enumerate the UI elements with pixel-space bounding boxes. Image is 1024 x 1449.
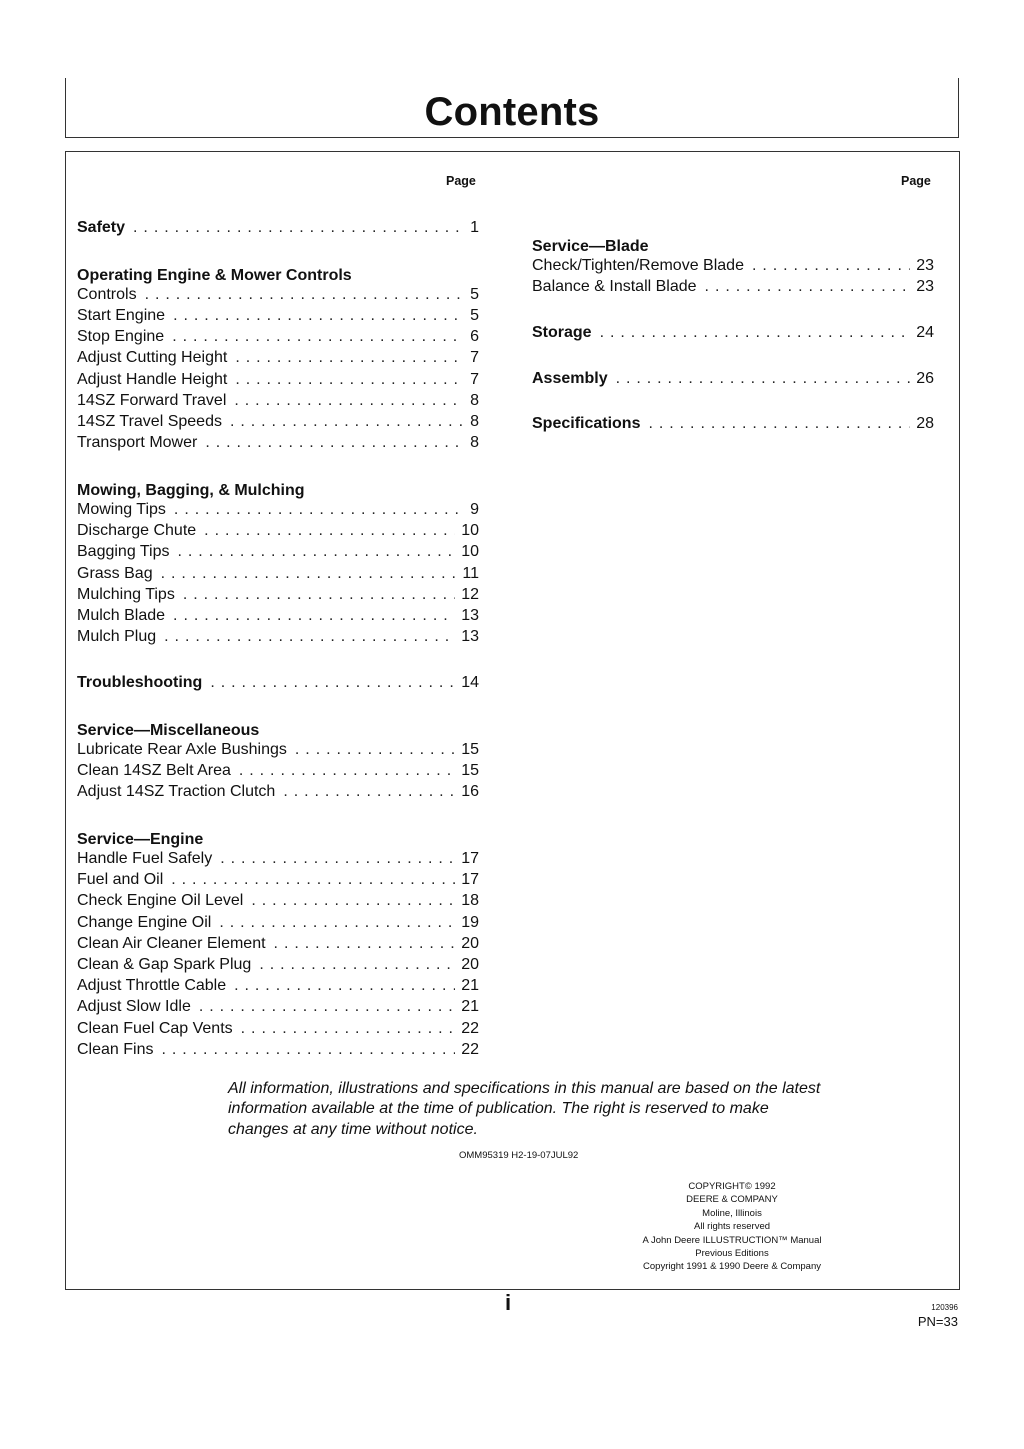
- entry-page: 8: [470, 391, 479, 409]
- dot-leader: [171, 871, 455, 889]
- entry-page: 15: [461, 740, 479, 758]
- entry-page: 15: [461, 761, 479, 779]
- entry-label: Clean Air Cleaner Element: [77, 934, 266, 952]
- entry-label: Mulching Tips: [77, 585, 175, 603]
- entry-label: Check Engine Oil Level: [77, 892, 244, 910]
- toc-section-entry[interactable]: [532, 370, 934, 391]
- entry-label: Check/Tighten/Remove Blade: [532, 257, 744, 275]
- toc-entry[interactable]: [77, 307, 479, 328]
- page-title: Contents: [424, 90, 600, 134]
- entry-page: 19: [461, 913, 479, 931]
- dot-leader: [204, 522, 455, 540]
- toc-entry[interactable]: [77, 871, 479, 892]
- toc-entry[interactable]: [77, 783, 479, 804]
- left-page-header: Page: [446, 174, 476, 188]
- dot-leader: [600, 324, 911, 342]
- toc-entry[interactable]: [77, 371, 479, 392]
- toc-entry[interactable]: [77, 501, 479, 522]
- entry-page: 12: [461, 585, 479, 603]
- entry-label: Clean Fins: [77, 1040, 154, 1058]
- entry-page: 22: [461, 1040, 479, 1058]
- entry-page: 10: [461, 543, 479, 561]
- entry-page: 7: [470, 370, 479, 388]
- dot-leader: [174, 501, 463, 519]
- entry-page: 13: [461, 607, 479, 624]
- entry-page: 16: [461, 783, 479, 801]
- copyright-line: Previous Editions: [695, 1248, 769, 1260]
- page-number: i: [505, 1290, 512, 1315]
- dot-leader: [283, 783, 455, 801]
- dot-leader: [752, 257, 910, 275]
- toc-entry[interactable]: [77, 607, 479, 628]
- entry-page: 10: [461, 522, 479, 540]
- toc-entry[interactable]: [77, 1020, 479, 1041]
- toc-entry[interactable]: [77, 328, 479, 349]
- dot-leader: [161, 1041, 455, 1059]
- entry-label: Grass Bag: [77, 564, 153, 582]
- entry-page: 5: [470, 285, 479, 303]
- copyright-line: Moline, Illinois: [702, 1207, 762, 1219]
- copyright-line: A John Deere ILLUSTRUCTION™ Manual: [642, 1234, 822, 1246]
- toc-section-heading: Service—Miscellaneous: [77, 721, 260, 739]
- entry-label: Mulch Blade: [77, 607, 166, 624]
- entry-label: Bagging Tips: [77, 543, 170, 561]
- toc-entry[interactable]: [77, 543, 479, 564]
- dot-leader: [219, 914, 455, 932]
- entry-label: Assembly: [532, 369, 608, 387]
- toc-section-entry[interactable]: [77, 219, 479, 240]
- entry-label: 14SZ Travel Speeds: [77, 413, 222, 430]
- disclaimer-notice: All information, illustrations and specifications in this manual are based on the latest information available at the time of publication. The right is reserved to make changes at any time without notice.: [228, 1080, 821, 1138]
- entry-page: 22: [461, 1019, 479, 1037]
- copyright-block: [612, 1180, 852, 1274]
- copyright-line: COPYRIGHT© 1992: [688, 1181, 776, 1192]
- toc-entry[interactable]: [77, 892, 479, 913]
- dot-leader: [259, 956, 455, 974]
- dot-leader: [173, 307, 463, 325]
- entry-page: 20: [461, 934, 479, 952]
- entry-label: Storage: [532, 324, 592, 342]
- entry-page: 18: [461, 892, 479, 910]
- entry-page: 20: [461, 955, 479, 973]
- entry-label: 14SZ Forward Travel: [77, 391, 227, 409]
- entry-page: 14: [461, 673, 479, 691]
- part-number: PN=33: [917, 1314, 958, 1329]
- entry-label: Mulch Plug: [77, 628, 157, 646]
- entry-label: Clean & Gap Spark Plug: [77, 955, 252, 973]
- dot-leader: [295, 741, 455, 759]
- dot-leader: [173, 607, 455, 625]
- entry-label: Discharge Chute: [77, 522, 197, 540]
- toc-section-entry[interactable]: [77, 674, 479, 695]
- toc-entry[interactable]: [77, 628, 479, 649]
- entry-label: Controls: [77, 285, 137, 303]
- entry-page: 23: [916, 257, 934, 275]
- toc-entry[interactable]: [77, 392, 479, 413]
- entry-page: 21: [461, 998, 479, 1016]
- dot-leader: [235, 349, 463, 367]
- entry-label: Clean Fuel Cap Vents: [77, 1019, 233, 1037]
- entry-label: Safety: [77, 219, 126, 236]
- entry-page: 6: [470, 328, 479, 346]
- entry-page: 13: [461, 628, 479, 646]
- entry-page: 11: [462, 564, 479, 582]
- dot-leader: [183, 586, 455, 604]
- entry-label: Start Engine: [77, 307, 166, 325]
- entry-label: Clean 14SZ Belt Area: [77, 761, 231, 779]
- toc-entry[interactable]: [77, 741, 479, 762]
- copyright-line: Copyright 1991 & 1990 Deere & Company: [643, 1261, 821, 1273]
- dot-leader: [234, 392, 463, 410]
- entry-label: Stop Engine: [77, 328, 165, 346]
- entry-label: Transport Mower: [77, 434, 198, 452]
- entry-label: Handle Fuel Safely: [77, 850, 213, 867]
- toc-section-entry[interactable]: [532, 324, 934, 345]
- entry-label: Mowing Tips: [77, 501, 166, 519]
- entry-label: Adjust Slow Idle: [77, 998, 191, 1016]
- dot-leader: [133, 219, 463, 237]
- entry-page: 1: [470, 219, 479, 236]
- toc-entry[interactable]: [77, 586, 479, 607]
- toc-entry[interactable]: [77, 1041, 479, 1062]
- entry-page: 7: [470, 349, 479, 367]
- toc-entry[interactable]: [77, 413, 479, 434]
- toc-entry[interactable]: [77, 956, 479, 977]
- toc-section-heading: Service—Engine: [77, 830, 204, 848]
- entry-page: 23: [916, 278, 934, 296]
- dot-leader: [199, 998, 455, 1016]
- entry-label: Specifications: [532, 415, 641, 433]
- entry-label: Change Engine Oil: [77, 913, 212, 931]
- entry-label: Adjust Cutting Height: [77, 349, 228, 367]
- toc-entry[interactable]: [532, 257, 934, 278]
- entry-page: 17: [461, 871, 479, 889]
- copyright-line: DEERE & COMPANY: [686, 1194, 778, 1206]
- entry-label: Fuel and Oil: [77, 871, 164, 889]
- toc-section-heading: Mowing, Bagging, & Mulching: [77, 481, 305, 499]
- notice-code: OMM95319 H2-19-07JUL92: [459, 1150, 579, 1161]
- entry-page: 26: [916, 369, 934, 387]
- copyright-line: All rights reserved: [693, 1221, 771, 1233]
- dot-leader: [274, 935, 456, 953]
- toc-entry[interactable]: [77, 977, 479, 998]
- dot-leader: [230, 413, 463, 431]
- toc-entry[interactable]: [77, 565, 479, 586]
- toc-entry[interactable]: [77, 434, 479, 455]
- dot-leader: [239, 762, 455, 780]
- entry-label: Troubleshooting: [77, 673, 203, 691]
- entry-label: Lubricate Rear Axle Bushings: [77, 740, 287, 758]
- toc-entry[interactable]: [77, 935, 479, 956]
- dot-leader: [220, 850, 455, 868]
- dot-leader: [241, 1020, 456, 1038]
- toc-section-heading: Operating Engine & Mower Controls: [77, 266, 352, 284]
- dot-leader: [251, 892, 455, 910]
- dot-leader: [205, 434, 463, 452]
- toc-section-entry[interactable]: [532, 415, 934, 436]
- entry-page: 5: [470, 307, 479, 325]
- toc-entry[interactable]: [77, 349, 479, 370]
- right-page-header: Page: [901, 174, 931, 188]
- dot-leader: [234, 977, 455, 995]
- toc-entry[interactable]: [77, 286, 479, 307]
- toc-entry[interactable]: [77, 762, 479, 783]
- dot-leader: [616, 370, 911, 388]
- toc-entry[interactable]: [77, 998, 479, 1019]
- toc-entry[interactable]: [532, 278, 934, 299]
- entry-page: 24: [916, 324, 934, 342]
- entry-page: 9: [470, 501, 479, 519]
- entry-label: Adjust Handle Height: [77, 370, 228, 388]
- dot-leader: [145, 286, 463, 304]
- toc-left-column: [77, 219, 479, 1062]
- entry-page: 17: [461, 850, 479, 867]
- dot-leader: [164, 628, 455, 646]
- dot-leader: [178, 543, 456, 561]
- entry-page: 8: [470, 434, 479, 452]
- entry-page: 8: [470, 413, 479, 430]
- toc-entry[interactable]: [77, 850, 479, 871]
- doc-code: 120396: [931, 1303, 958, 1312]
- toc-section-heading: Service—Blade: [532, 238, 649, 255]
- entry-page: 28: [916, 415, 934, 433]
- toc-entry[interactable]: [77, 914, 479, 935]
- entry-label: Adjust 14SZ Traction Clutch: [77, 783, 276, 801]
- dot-leader: [210, 674, 455, 692]
- dot-leader: [705, 278, 911, 296]
- entry-label: Adjust Throttle Cable: [77, 977, 227, 995]
- toc-right-column: [532, 236, 934, 437]
- dot-leader: [161, 565, 457, 583]
- entry-page: 21: [461, 977, 479, 995]
- entry-label: Balance & Install Blade: [532, 278, 697, 296]
- dot-leader: [235, 371, 463, 389]
- dot-leader: [172, 328, 463, 346]
- dot-leader: [648, 415, 910, 433]
- toc-entry[interactable]: [77, 522, 479, 543]
